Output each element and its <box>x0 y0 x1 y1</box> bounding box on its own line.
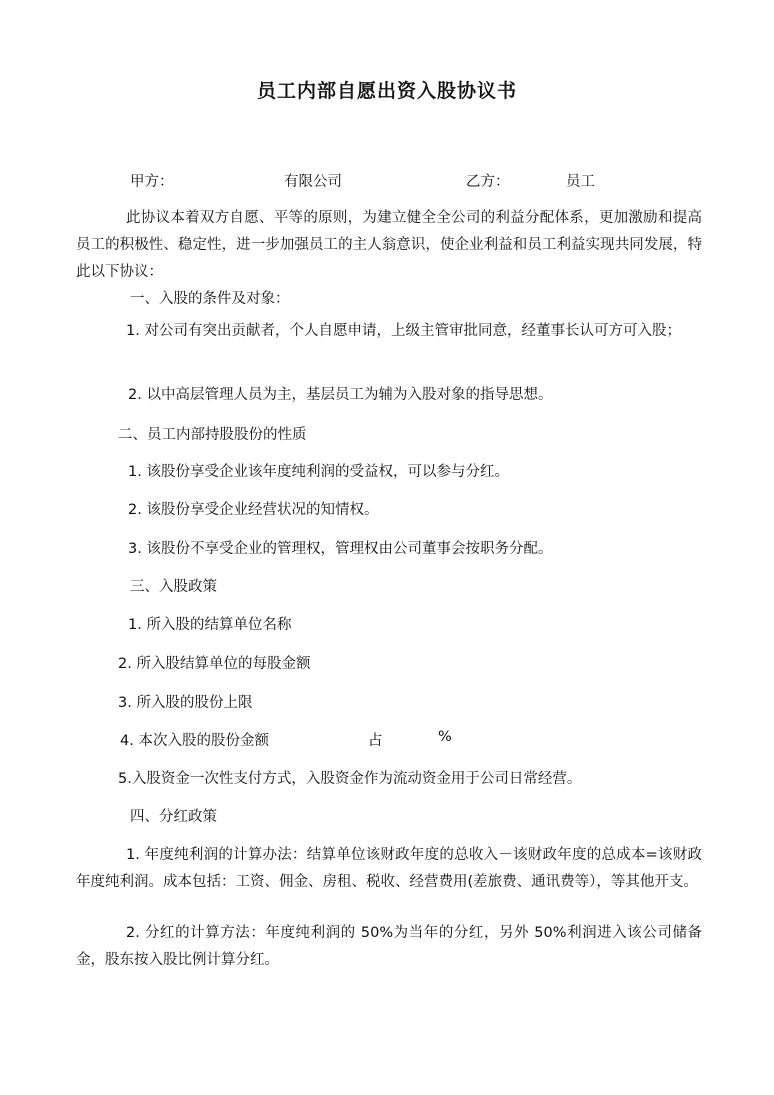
document-title: 员工内部自愿出资入股协议书 <box>256 80 517 102</box>
intro-paragraph: 此协议本着双方自愿、平等的原则，为建立健全全公司的利益分配体系，更加激励和提高员工的积极性、稳定性，进一步加强员工的主人翁意识，使企业利益和员工利益实现共同发展，特此以下协议： <box>76 210 702 280</box>
section1-item1: 1. 对公司有突出贡献者，个人自愿申请，上级主管审批同意，经董事长认可方可入股； <box>126 323 681 339</box>
section3-item1: 1. 所入股的结算单位名称 <box>128 617 292 633</box>
party-a-label: 甲方： <box>130 174 174 190</box>
section3-item5: 5.入股资金一次性支付方式，入股资金作为流动资金用于公司日常经营。 <box>118 771 582 787</box>
section2-item1: 1. 该股份享受企业该年度纯利润的受益权，可以参与分红。 <box>128 464 509 480</box>
section2-item3: 3. 该股份不享受企业的管理权，管理权由公司董事会按职务分配。 <box>128 541 553 557</box>
section3-heading: 三、入股政策 <box>130 579 217 595</box>
section1-heading: 一、入股的条件及对象： <box>130 291 290 307</box>
section2-heading: 二、员工内部持股股份的性质 <box>118 427 307 443</box>
section2-item2: 2. 该股份享受企业经营状况的知情权。 <box>128 502 379 518</box>
section3-item4-percent: % <box>438 729 452 745</box>
section1-item2: 2. 以中高层管理人员为主，基层员工为辅为入股对象的指导思想。 <box>128 387 553 403</box>
section3-item2: 2. 所入股结算单位的每股金额 <box>118 656 311 672</box>
party-a-value: 有限公司 <box>284 174 342 190</box>
section4-item1: 1. 年度纯利润的计算办法：结算单位该财政年度的总收入－该财政年度的总成本=该财政年度纯利润。成本包括：工资、佣金、房租、税收、经营费用(差旅费、通讯费等），等其他开支。 <box>76 847 702 890</box>
party-b-label: 乙方： <box>466 174 510 190</box>
section3-item3: 3. 所入股的股份上限 <box>118 695 253 711</box>
party-b-value: 员工 <box>566 174 595 190</box>
section3-item4-share: 占 <box>368 733 383 749</box>
section3-item4-label: 4. 本次入股的股份金额 <box>120 733 269 749</box>
section4-heading: 四、分红政策 <box>130 809 217 825</box>
section4-item2: 2. 分红的计算方法：年度纯利润的 50%为当年的分红，另外 50%利润进入该公司储备金，股东按入股比例计算分红。 <box>76 925 702 968</box>
